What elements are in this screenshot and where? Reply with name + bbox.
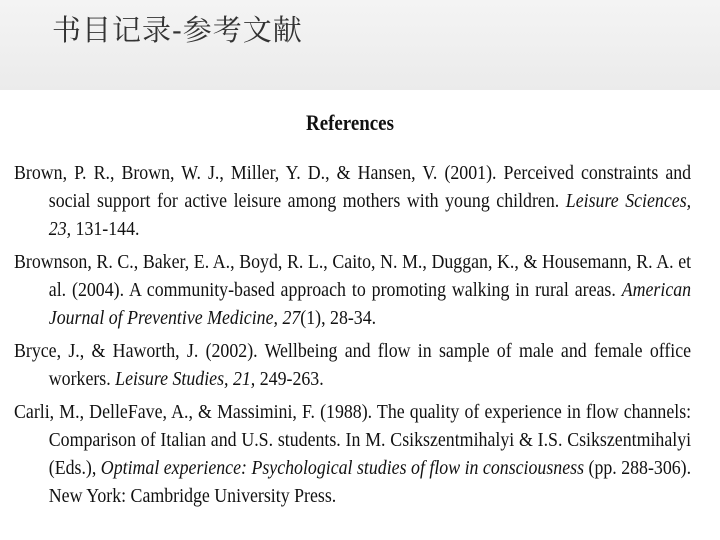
reference-text: Bryce, J., & Haworth, J. (2002). Wellbeing and flow in sample of male and female office workers. — [14, 341, 692, 390]
reference-tail: 249-263. — [255, 369, 324, 390]
reference-entry — [14, 399, 691, 511]
reference-tail: (1), 28-34. — [300, 308, 377, 329]
reference-source: American Journal of Preventive Medicine, 27 — [48, 280, 692, 329]
reference-text: Brown, P. R., Brown, W. J., Miller, Y. D., & Hansen, V. (2001). Perceived constraints and social support for active leisure among mothers with young children. — [14, 163, 692, 212]
title-band — [0, 0, 720, 90]
reference-tail: (pp. 288-306). New York: Cambridge University Press. — [48, 458, 692, 507]
reference-tail: 131-144. — [71, 219, 140, 240]
references-heading: References — [306, 110, 394, 135]
reference-text: Brownson, R. C., Baker, E. A., Boyd, R. L., Caito, N. M., Duggan, K., & Housemann, R. A. et al. (2004). A community-based approach to promoting walking in rural areas. — [14, 252, 692, 301]
reference-source: Leisure Sciences, 23, — [48, 191, 692, 240]
reference-source: Optimal experience: Psychological studies of flow in consciousness — [100, 458, 585, 479]
reference-source: Leisure Studies, 21, — [115, 369, 256, 390]
reference-list — [14, 160, 691, 516]
slide-title: 书目记录-参考文献 — [52, 13, 303, 47]
reference-entry — [14, 338, 691, 394]
scanned-page — [0, 98, 720, 540]
reference-entry — [14, 249, 691, 333]
reference-entry — [14, 160, 691, 244]
reference-text: Carli, M., DelleFave, A., & Massimini, F. (1988). The quality of experience in flow channels: Comparison of Italian and U.S. students. In M. Csikszentmihalyi & I.S. Csikszentmihalyi (Eds.), — [14, 402, 692, 479]
